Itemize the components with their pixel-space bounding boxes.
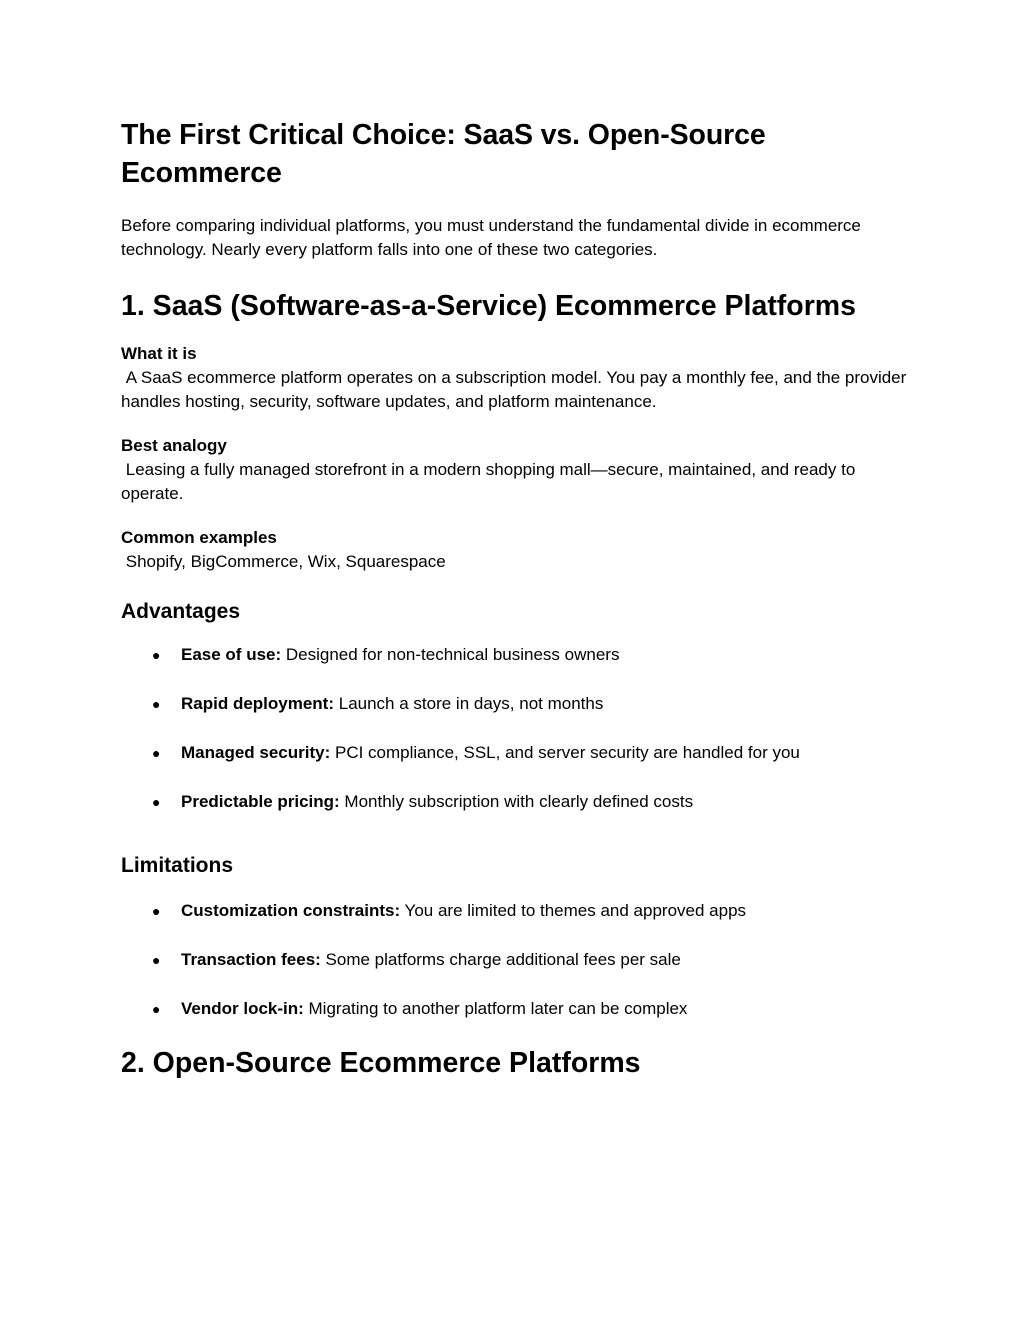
- list-item: [121, 741, 911, 765]
- common-examples-block: [121, 526, 911, 574]
- document-title: The First Critical Choice: SaaS vs. Open-Source Ecommerce: [121, 119, 766, 189]
- intro-paragraph: Before comparing individual platforms, you must understand the fundamental divide in ecommerce technology. Nearly every platform falls into one of these two categories.: [121, 216, 861, 259]
- list-item-desc: Monthly subscription with clearly defined costs: [339, 792, 694, 811]
- list-item: [121, 790, 911, 814]
- best-analogy-label: Best analogy: [121, 436, 227, 455]
- limitations-heading: Limitations: [121, 854, 234, 877]
- list-item-term: Transaction fees:: [181, 950, 321, 969]
- list-item-term: Vendor lock-in:: [181, 999, 304, 1018]
- list-item-desc: You are limited to themes and approved apps: [400, 901, 747, 920]
- list-item-desc: Some platforms charge additional fees per sale: [320, 950, 681, 969]
- bullet-icon: ●: [152, 794, 161, 810]
- bullet-icon: ●: [152, 647, 161, 663]
- what-it-is-label: What it is: [121, 344, 197, 363]
- list-item-term: Predictable pricing:: [181, 792, 340, 811]
- list-item-term: Customization constraints:: [181, 901, 401, 920]
- list-item-desc: Migrating to another platform later can be complex: [303, 999, 688, 1018]
- list-item: [121, 899, 911, 923]
- list-item-term: Managed security:: [181, 743, 331, 762]
- what-it-is-text: A SaaS ecommerce platform operates on a subscription model. You pay a monthly fee, and the provider handles hosting, security, software updates, and platform maintenance.: [121, 368, 912, 411]
- list-item: [121, 643, 911, 667]
- section-2-heading: 2. Open-Source Ecommerce Platforms: [121, 1047, 641, 1079]
- what-it-is-block: [121, 342, 911, 414]
- bullet-icon: ●: [152, 1001, 161, 1017]
- list-item: [121, 692, 911, 716]
- document-page: [121, 116, 911, 1082]
- best-analogy-text: Leasing a fully managed storefront in a modern shopping mall—secure, maintained, and ready to operate.: [121, 460, 861, 503]
- list-item: [121, 948, 911, 972]
- bullet-icon: ●: [152, 903, 161, 919]
- bullet-icon: ●: [152, 745, 161, 761]
- list-item-desc: Launch a store in days, not months: [334, 694, 604, 713]
- list-item-desc: Designed for non-technical business owners: [281, 645, 620, 664]
- list-item-term: Rapid deployment:: [181, 694, 335, 713]
- bullet-icon: ●: [152, 696, 161, 712]
- list-item-desc: PCI compliance, SSL, and server security are handled for you: [330, 743, 800, 762]
- common-examples-text: Shopify, BigCommerce, Wix, Squarespace: [121, 552, 446, 571]
- list-item-term: Ease of use:: [181, 645, 282, 664]
- advantages-list: [121, 643, 911, 814]
- bullet-icon: ●: [152, 952, 161, 968]
- section-1-heading: 1. SaaS (Software-as-a-Service) Ecommerce Platforms: [121, 290, 856, 322]
- list-item: [121, 997, 911, 1021]
- common-examples-label: Common examples: [121, 528, 277, 547]
- limitations-list: [121, 899, 911, 1021]
- advantages-heading: Advantages: [121, 600, 241, 623]
- best-analogy-block: [121, 434, 911, 506]
